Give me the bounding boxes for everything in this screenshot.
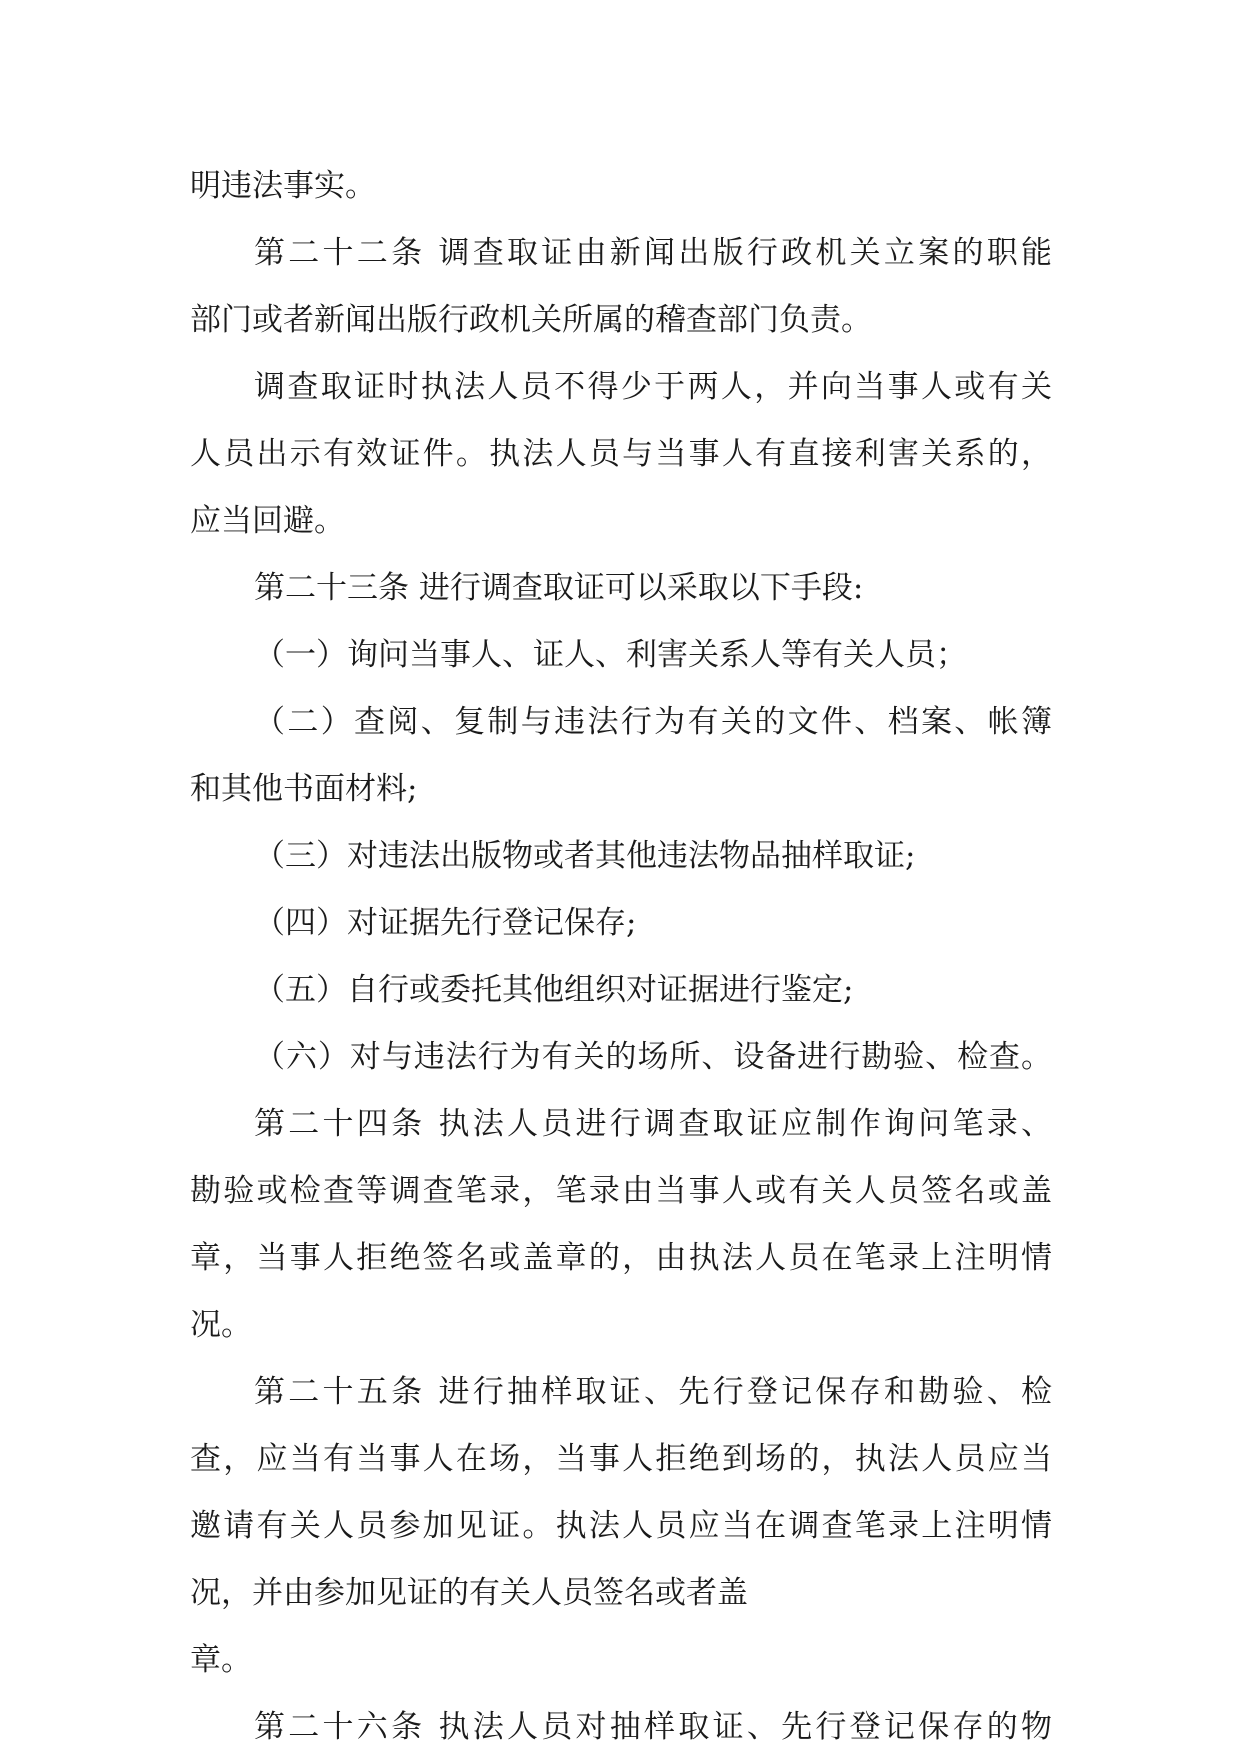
text-line: 查，应当有当事人在场，当事人拒绝到场的，执法人员应当 xyxy=(190,1441,1052,1477)
text-line: 和其他书面材料; xyxy=(190,771,418,807)
text-line: （四）对证据先行登记保存; xyxy=(254,905,637,941)
text-line: 第二十四条 执法人员进行调查取证应制作询问笔录、 xyxy=(254,1106,1052,1142)
document-body xyxy=(190,153,1052,1761)
text-line: 第二十六条 执法人员对抽样取证、先行登记保存的物 xyxy=(254,1709,1052,1745)
text-line: 邀请有关人员参加见证。执法人员应当在调查笔录上注明情 xyxy=(190,1508,1052,1544)
text-line: 章。 xyxy=(190,1642,252,1678)
text-line: 况。 xyxy=(190,1307,252,1343)
text-line: 部门或者新闻出版行政机关所属的稽查部门负责。 xyxy=(190,302,872,338)
text-line: （六）对与违法行为有关的场所、设备进行勘验、检查。 xyxy=(254,1039,1052,1075)
text-line: （二）查阅、复制与违法行为有关的文件、档案、帐簿 xyxy=(254,704,1052,740)
text-line: 人员出示有效证件。执法人员与当事人有直接利害关系的， xyxy=(190,436,1052,472)
text-line: 勘验或检查等调查笔录，笔录由当事人或有关人员签名或盖 xyxy=(190,1173,1052,1209)
text-line: 第二十三条 进行调查取证可以采取以下手段: xyxy=(254,570,864,606)
text-line: 章，当事人拒绝签名或盖章的，由执法人员在笔录上注明情 xyxy=(190,1240,1052,1276)
text-line: 调查取证时执法人员不得少于两人，并向当事人或有关 xyxy=(254,369,1052,405)
text-line: 应当回避。 xyxy=(190,503,345,539)
text-line: 况，并由参加见证的有关人员签名或者盖 xyxy=(190,1575,748,1611)
text-line: （三）对违法出版物或者其他违法物品抽样取证; xyxy=(254,838,916,874)
text-line: 第二十五条 进行抽样取证、先行登记保存和勘验、检 xyxy=(254,1374,1052,1410)
text-line: 明违法事实。 xyxy=(190,168,376,204)
text-line: （五）自行或委托其他组织对证据进行鉴定; xyxy=(254,972,854,1008)
text-line: 第二十二条 调查取证由新闻出版行政机关立案的职能 xyxy=(254,235,1052,271)
text-line: （一）询问当事人、证人、利害关系人等有关人员； xyxy=(254,637,967,673)
